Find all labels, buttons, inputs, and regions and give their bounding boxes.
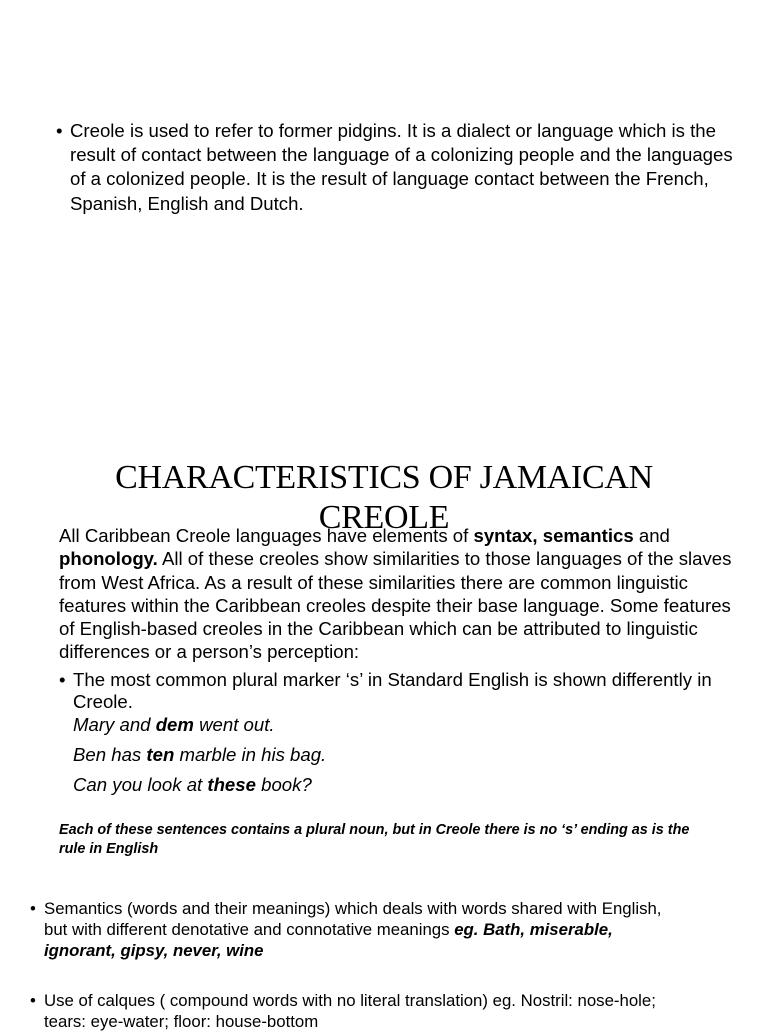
intro-text-rest: All of these creoles show similarities to those languages of the slaves from West Africa. As a result of these similarities there are common linguistic features within the Caribbean creoles despite their base language. Some features of English-based creoles in the Caribbean which can be attributed to linguistic differences or a person’s perception: [59,548,732,663]
example-3-post: book? [255,774,312,795]
intro-bold-syntax: syntax, semantics [473,525,634,546]
creole-definition-bullet [56,119,736,216]
semantics-examples: eg. Bath, miserable, ignorant, gipsy, never, wine [44,920,613,960]
example-1-pre: Mary and [73,714,156,735]
intro-text-start: All Caribbean Creole languages have elements of [59,525,474,546]
bullet-marker: • [59,669,66,690]
intro-text-and: and [633,525,670,546]
example-1-bold: dem [155,714,194,735]
calques-bullet [30,990,670,1032]
bullet-marker: • [56,120,63,141]
slide-title-line1: CHARACTERISTICS OF JAMAICAN [115,459,653,496]
plural-marker-bullet [59,669,735,713]
bullet-marker: • [30,991,36,1010]
example-sentence-2 [73,744,326,766]
example-sentence-1 [73,714,275,736]
semantics-text [44,898,670,961]
slide-title-line2: CREOLE [318,499,450,536]
calques-text: Use of calques ( compound words with no literal translation) eg. Nostril: nose-hole; tears: eye-water; floor: house-bottom [44,991,656,1031]
plural-marker-text: The most common plural marker ‘s’ in Standard English is shown differently in Creole. [73,669,712,712]
intro-bold-phonology: phonology. [59,548,158,570]
creole-definition-text: Creole is used to refer to former pidgins. It is a dialect or language which is the result of contact between the language of a colonizing people and the languages of a colonized people. It is the result of language contact between the French, Spanish, English and Dutch. [70,120,733,214]
example-sentence-3 [73,774,312,796]
example-3-pre: Can you look at [73,774,208,795]
semantics-bullet [30,898,670,961]
example-1-post: went out. [193,714,275,735]
plural-note: Each of these sentences contains a plural noun, but in Creole there is no ‘s’ ending as is the rule in English [59,822,690,857]
semantics-description: Semantics (words and their meanings) which deals with words shared with English, but with different denotative and connotative meanings [44,899,662,939]
example-2-bold: ten [146,744,175,765]
intro-paragraph [59,524,735,664]
example-3-bold: these [207,774,256,795]
example-2-post: marble in his bag. [174,744,327,765]
bullet-marker: • [30,899,36,918]
example-2-pre: Ben has [73,744,147,765]
